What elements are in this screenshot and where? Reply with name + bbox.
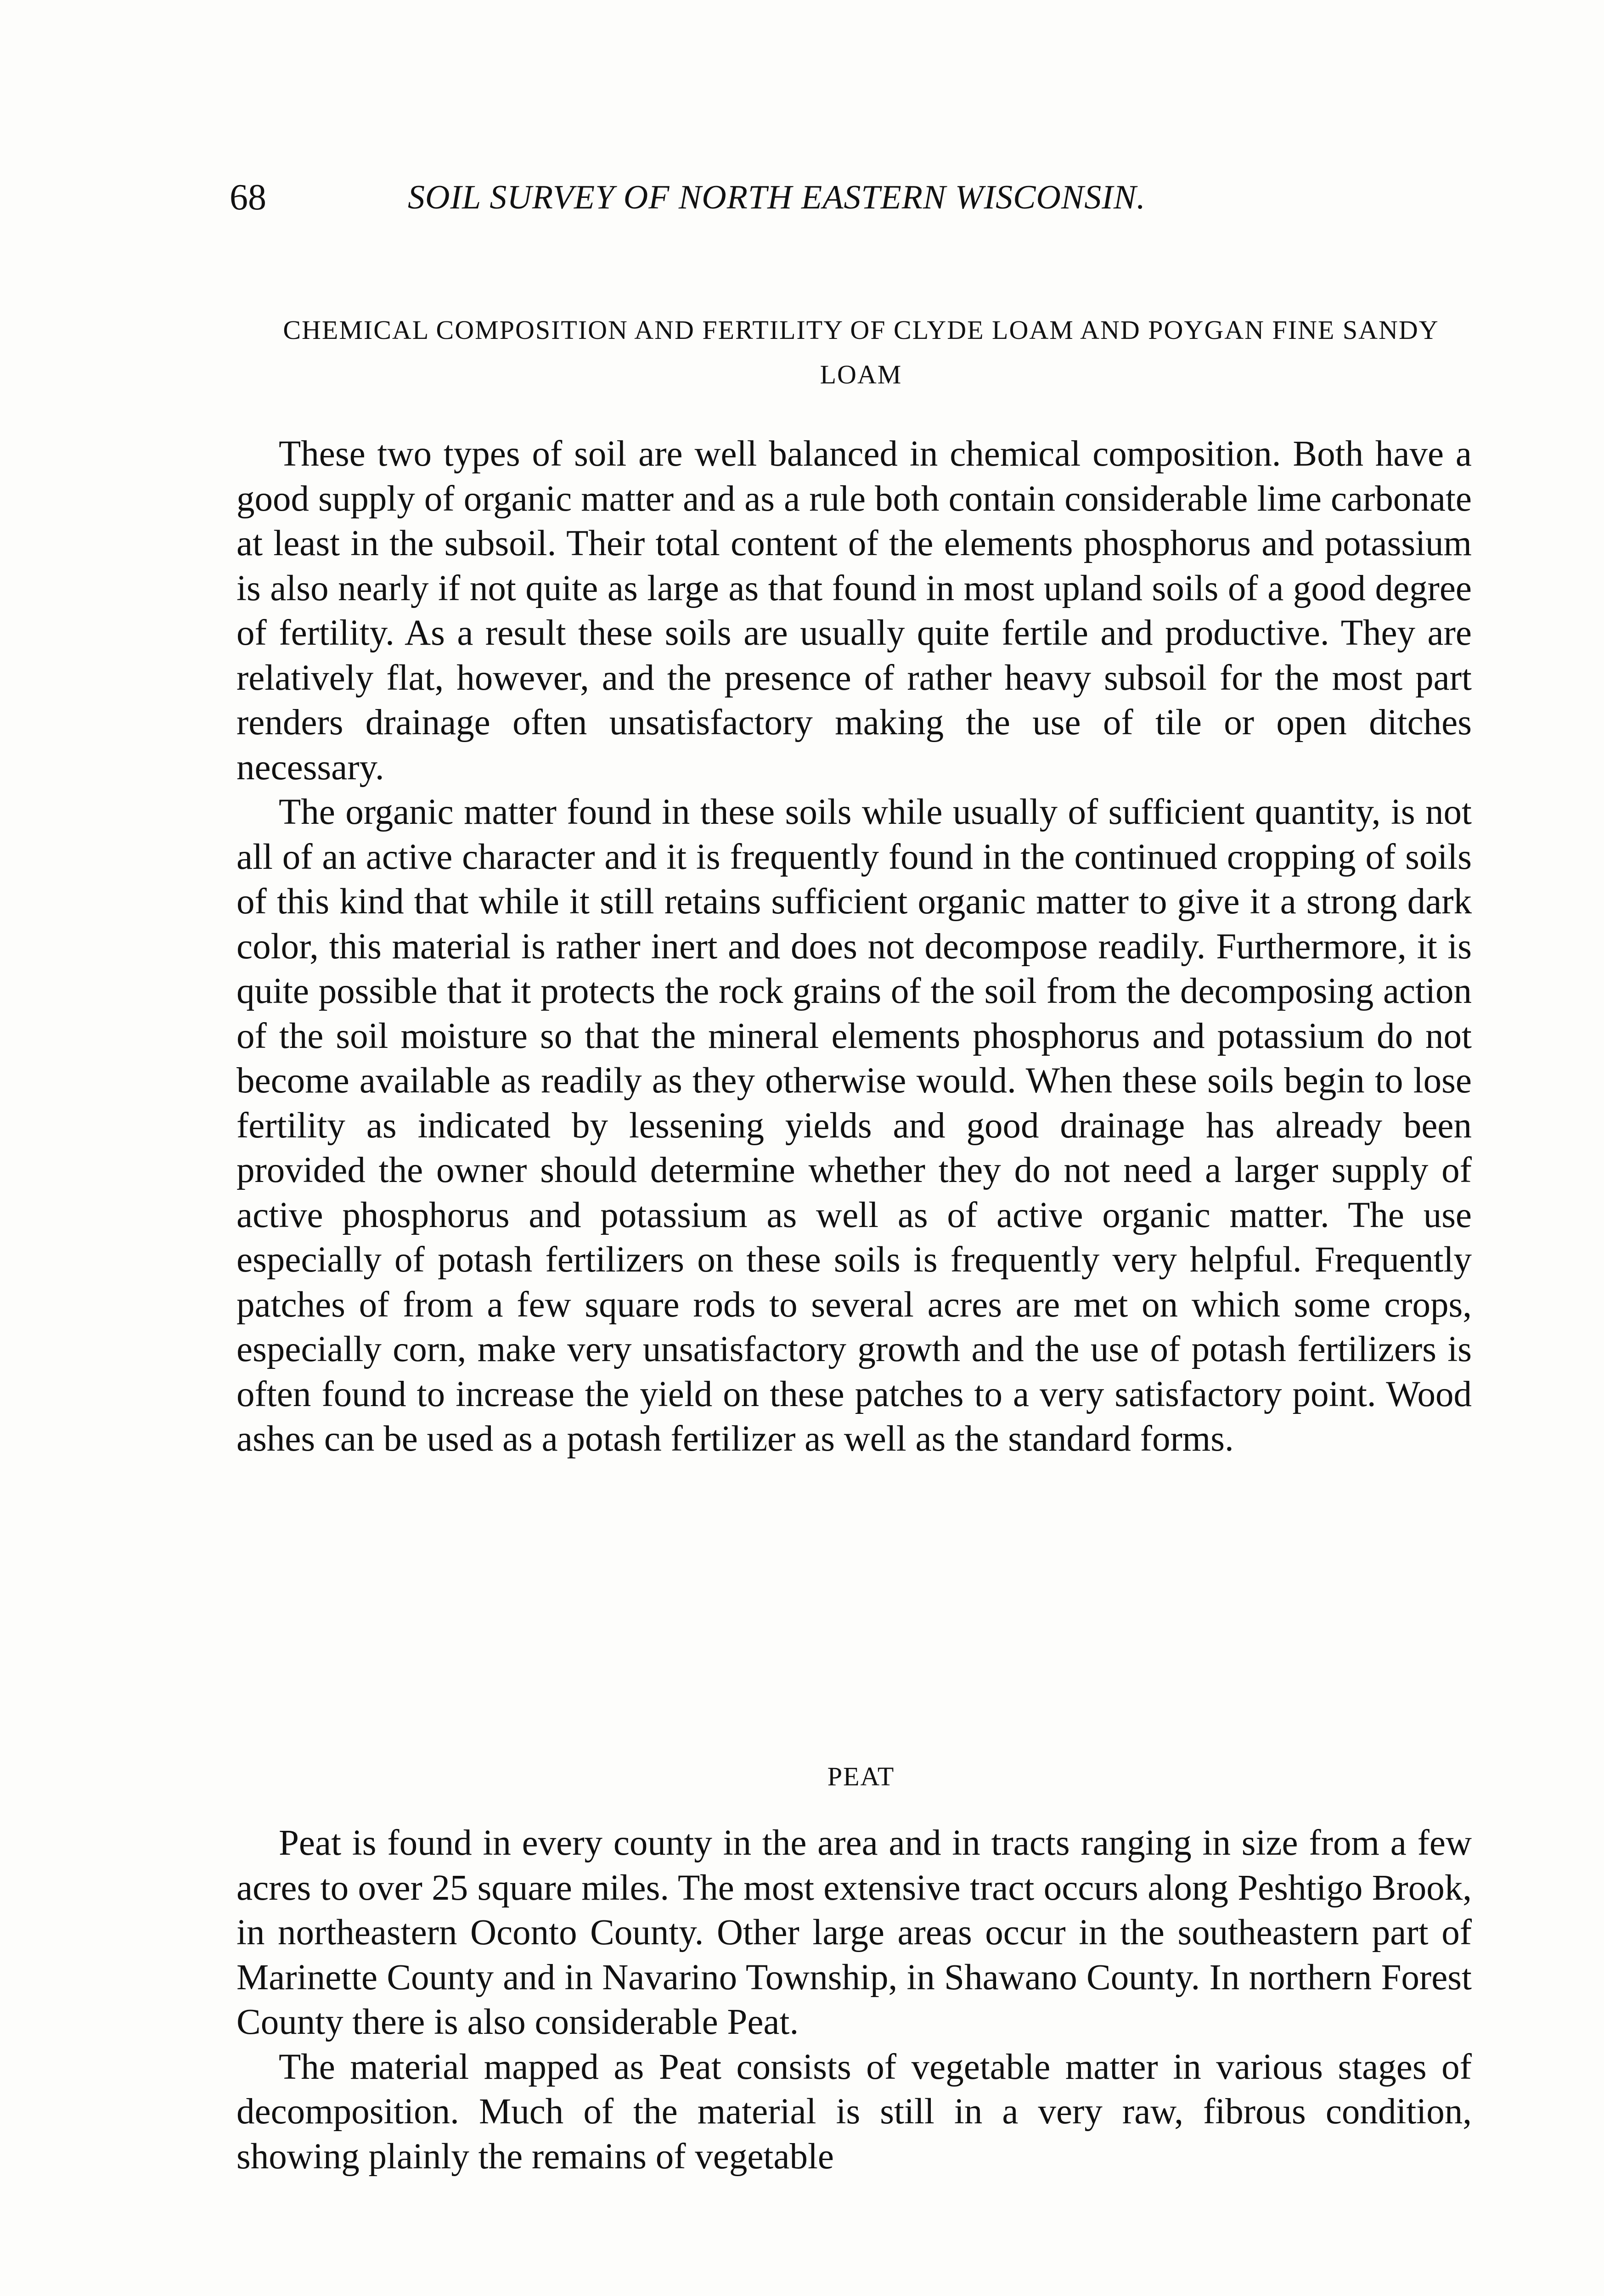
- section-heading-peat: PEAT: [827, 1761, 895, 1791]
- paragraph: These two types of soil are well balanced in chemical composition. Both have a good supply of organic matter and as a rule both contain considerable lime carbonate at least in the subsoil. Their total content of the elements phosphorus and potassium is also nearly if not quite as large as that found in most upland soils of a good degree of fertility. As a result these soils are usually quite fertile and productive. They are relatively flat, however, and the presence of rather heavy subsoil for the most part renders drainage often unsatisfactory making the use of tile or open ditches necessary.: [236, 434, 1472, 788]
- paragraph: Peat is found in every county in the area and in tracts ranging in size from a few acres to over 25 square miles. The most extensive tract occurs along Peshtigo Brook, in northeastern Oconto County. Other large areas occur in the southeastern part of Marinette County and in Navarino Township, in Shawano County. In northern Forest County there is also considerable Peat.: [236, 1823, 1472, 2042]
- running-title: SOIL SURVEY OF NORTH EASTERN WISCONSIN.: [408, 179, 1146, 216]
- paragraph: The organic matter found in these soils while usually of sufficient quantity, is not all of an active character and it is frequently found in the continued cropping of soils of this kind that while it still retains sufficient organic matter to give it a strong dark color, this material is rather inert and does not decompose readily. Furthermore, it is quite possible that it protects the rock grains of the soil from the decomposing action of the soil moisture so that the mineral elements phosphorus and potassium do not become available as readily as they otherwise would. When these soils begin to lose fertility as indicated by lessening yields and good drainage has already been provided the owner should determine whether they do not need a larger supply of active phosphorus and potassium as well as of active organic matter. The use especially of potash fertilizers on these soils is frequently very helpful. Frequently patches of from a few square rods to several acres are met on which some crops, especially corn, make very unsatisfactory growth and the use of potash fertilizers is often found to increase the yield on these patches to a very satisfactory point. Wood ashes can be used as a potash fertilizer as well as the standard forms.: [236, 792, 1472, 1459]
- page-number: 68: [230, 177, 266, 218]
- section-body-peat: [236, 1821, 1472, 2179]
- section-body-clyde-loam: [236, 432, 1472, 1462]
- section-heading-clyde-loam: CHEMICAL COMPOSITION AND FERTILITY OF CLYDE LOAM AND POYGAN FINE SANDY LOAM: [283, 315, 1439, 389]
- running-header: [230, 172, 1469, 223]
- paragraph: The material mapped as Peat consists of vegetable matter in various stages of decomposition. Much of the material is still in a very raw, fibrous condition, showing plainly the remains of vegetable: [236, 2047, 1472, 2177]
